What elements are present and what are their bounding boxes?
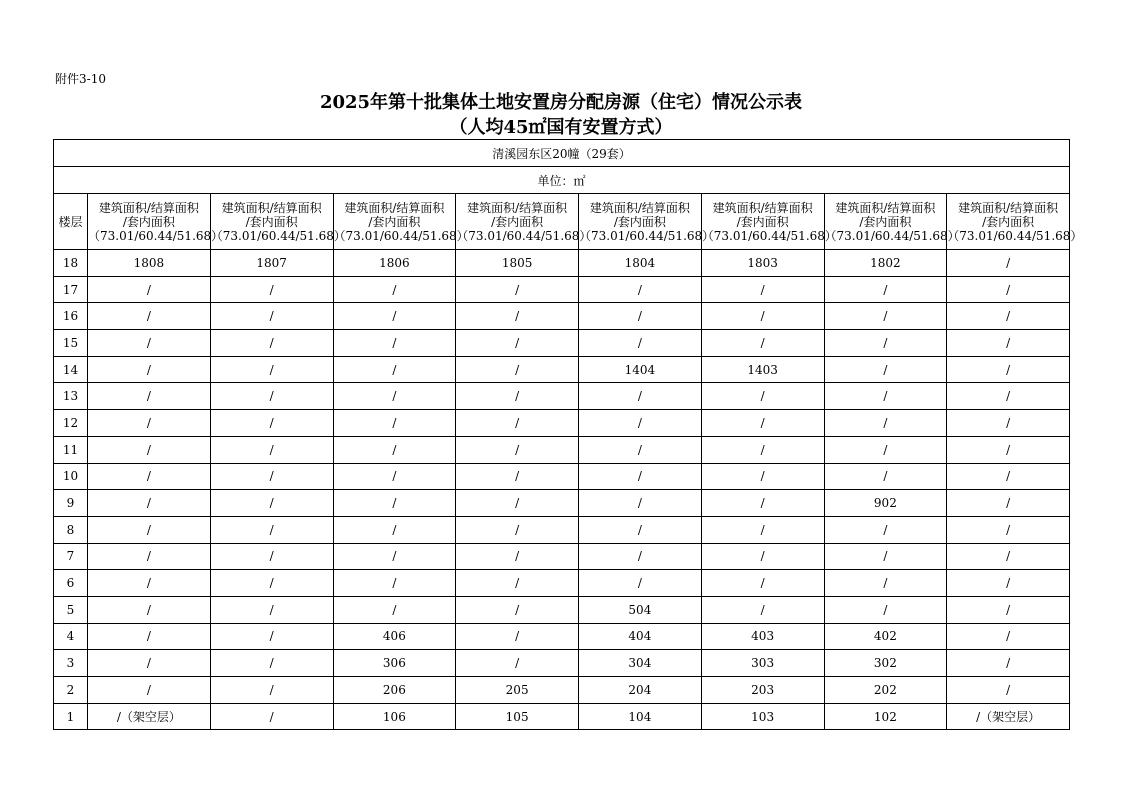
unit-cell: / — [701, 276, 824, 303]
building-name: 清溪园东区20幢（29套） — [54, 140, 1070, 167]
column-header-line-1: 建筑面积/结算面积 — [835, 200, 936, 215]
unit-cell: / — [456, 410, 579, 437]
floor-cell: 13 — [54, 383, 88, 410]
unit-cell: / — [947, 303, 1070, 330]
unit-cell: / — [333, 410, 456, 437]
document-title: 2025年第十批集体土地安置房分配房源（住宅）情况公示表 — [319, 92, 803, 113]
unit-cell: / — [210, 303, 333, 330]
floor-cell: 18 — [54, 250, 88, 277]
unit-cell: / — [824, 303, 947, 330]
unit-cell: / — [210, 516, 333, 543]
unit-cell: 104 — [579, 703, 702, 730]
unit-cell: / — [210, 330, 333, 357]
floor-header: 楼层 — [54, 194, 88, 250]
unit-cell: 304 — [579, 650, 702, 677]
unit-cell: / — [88, 276, 211, 303]
unit-cell: / — [88, 650, 211, 677]
unit-cell: / — [456, 490, 579, 517]
column-header-line-3: （73.01/60.44/51.68） — [579, 228, 715, 243]
unit-cell: / — [456, 276, 579, 303]
unit-cell: / — [210, 543, 333, 570]
unit-cell: 1803 — [701, 250, 824, 277]
table-row — [54, 570, 1070, 597]
unit-cell: / — [579, 276, 702, 303]
unit-cell: 406 — [333, 623, 456, 650]
unit-cell: / — [456, 383, 579, 410]
unit-cell: / — [210, 463, 333, 490]
floor-cell: 7 — [54, 543, 88, 570]
floor-cell: 3 — [54, 650, 88, 677]
unit-cell: 205 — [456, 677, 579, 704]
unit-cell: / — [456, 303, 579, 330]
unit-cell: / — [701, 330, 824, 357]
column-header — [947, 194, 1083, 250]
unit-cell: / — [579, 410, 702, 437]
unit-cell: / — [88, 596, 211, 623]
floor-cell: 5 — [54, 596, 88, 623]
unit-cell: 1403 — [701, 356, 824, 383]
unit-cell: / — [210, 356, 333, 383]
unit-cell: / — [210, 436, 333, 463]
unit-cell: / — [88, 543, 211, 570]
unit-cell: / — [947, 570, 1070, 597]
unit-cell: / — [333, 356, 456, 383]
unit-cell: / — [210, 703, 333, 730]
unit-cell: / — [947, 650, 1070, 677]
unit-cell: / — [88, 623, 211, 650]
unit-cell: / — [333, 276, 456, 303]
unit-cell: / — [456, 570, 579, 597]
unit-cell: / — [701, 463, 824, 490]
unit-cell: 105 — [456, 703, 579, 730]
column-header — [456, 194, 592, 250]
unit-cell: / — [456, 596, 579, 623]
column-header-line-2: /套内面积 — [859, 214, 912, 229]
floor-cell: 12 — [54, 410, 88, 437]
unit-cell: / — [824, 463, 947, 490]
column-header-line-3: （73.01/60.44/51.68） — [947, 228, 1083, 243]
unit-cell: / — [333, 596, 456, 623]
unit-cell: / — [88, 383, 211, 410]
unit-cell: / — [947, 356, 1070, 383]
unit-cell: / — [456, 436, 579, 463]
column-header-line-2: /套内面积 — [613, 214, 666, 229]
unit-cell: 1806 — [333, 250, 456, 277]
column-header-line-3: （73.01/60.44/51.68） — [701, 228, 837, 243]
table-row — [54, 543, 1070, 570]
unit-cell: 403 — [701, 623, 824, 650]
unit-cell: / — [333, 490, 456, 517]
unit-cell: / — [824, 383, 947, 410]
unit-cell: / — [579, 570, 702, 597]
table-row — [54, 250, 1070, 277]
unit-cell: 102 — [824, 703, 947, 730]
table-row — [54, 463, 1070, 490]
unit-cell: / — [701, 543, 824, 570]
column-header-line-1: 建筑面积/结算面积 — [958, 200, 1059, 215]
unit-cell: / — [947, 436, 1070, 463]
unit-cell: / — [333, 303, 456, 330]
unit-cell: / — [701, 303, 824, 330]
unit-cell: / — [579, 543, 702, 570]
unit-cell: / — [210, 383, 333, 410]
unit-cell: / — [824, 516, 947, 543]
table-row — [54, 623, 1070, 650]
unit-row — [54, 167, 1070, 194]
unit-cell: / — [947, 250, 1070, 277]
floor-cell: 11 — [54, 436, 88, 463]
column-header-line-2: /套内面积 — [736, 214, 789, 229]
unit-cell: / — [701, 383, 824, 410]
floor-cell: 16 — [54, 303, 88, 330]
table-row — [54, 596, 1070, 623]
unit-cell: / — [947, 543, 1070, 570]
document-subtitle: （人均45㎡国有安置方式） — [449, 117, 673, 138]
unit-cell: / — [579, 330, 702, 357]
unit-cell: / — [88, 303, 211, 330]
floor-cell: 6 — [54, 570, 88, 597]
unit-cell: 306 — [333, 650, 456, 677]
table-row — [54, 516, 1070, 543]
unit-cell: / — [947, 596, 1070, 623]
unit-cell: / — [333, 330, 456, 357]
unit-cell: 902 — [824, 490, 947, 517]
unit-cell: 202 — [824, 677, 947, 704]
unit-cell: 1804 — [579, 250, 702, 277]
column-header-line-2: /套内面积 — [491, 214, 544, 229]
unit-cell: / — [333, 383, 456, 410]
column-header — [701, 194, 837, 250]
unit-cell: / — [88, 330, 211, 357]
table-row — [54, 383, 1070, 410]
column-header-line-3: （73.01/60.44/51.68） — [88, 228, 224, 243]
unit-cell: / — [333, 543, 456, 570]
unit-cell: 206 — [333, 677, 456, 704]
column-header-line-1: 建筑面积/结算面积 — [98, 200, 199, 215]
table-row — [54, 650, 1070, 677]
floor-cell: 8 — [54, 516, 88, 543]
unit-cell: / — [88, 410, 211, 437]
unit-cell: /（架空层） — [88, 703, 211, 730]
unit-cell: / — [210, 570, 333, 597]
unit-cell: / — [579, 516, 702, 543]
table-row — [54, 703, 1070, 730]
column-header — [88, 194, 224, 250]
building-row — [54, 140, 1070, 167]
unit-cell: / — [947, 463, 1070, 490]
unit-cell: / — [824, 410, 947, 437]
column-header-line-3: （73.01/60.44/51.68） — [456, 228, 592, 243]
floor-cell: 1 — [54, 703, 88, 730]
unit-cell: / — [333, 516, 456, 543]
attachment-label: 附件3-10 — [55, 72, 106, 86]
unit-cell: 204 — [579, 677, 702, 704]
column-header-line-1: 建筑面积/结算面积 — [589, 200, 690, 215]
unit-cell: 303 — [701, 650, 824, 677]
unit-cell: / — [210, 623, 333, 650]
unit-cell: / — [456, 330, 579, 357]
unit-cell: / — [701, 570, 824, 597]
unit-cell: / — [824, 570, 947, 597]
unit-cell: / — [333, 463, 456, 490]
unit-cell: / — [456, 623, 579, 650]
unit-cell: / — [579, 436, 702, 463]
unit-cell: 1807 — [210, 250, 333, 277]
unit-cell: / — [701, 596, 824, 623]
unit-cell: / — [456, 463, 579, 490]
table-row — [54, 410, 1070, 437]
unit-cell: / — [701, 490, 824, 517]
unit-cell: / — [947, 516, 1070, 543]
unit-cell: / — [579, 463, 702, 490]
unit-cell: / — [824, 330, 947, 357]
column-header — [210, 194, 346, 250]
unit-cell: 504 — [579, 596, 702, 623]
column-header-line-2: /套内面积 — [368, 214, 421, 229]
unit-cell: / — [701, 410, 824, 437]
table-row — [54, 677, 1070, 704]
column-header — [824, 194, 960, 250]
unit-cell: / — [88, 570, 211, 597]
unit-cell: 203 — [701, 677, 824, 704]
column-header — [333, 194, 469, 250]
unit-cell: / — [333, 570, 456, 597]
column-header-line-2: /套内面积 — [122, 214, 175, 229]
unit-cell: / — [456, 650, 579, 677]
unit-cell: / — [210, 650, 333, 677]
unit-cell: / — [210, 410, 333, 437]
unit-cell: / — [210, 596, 333, 623]
floor-cell: 17 — [54, 276, 88, 303]
unit-cell: 103 — [701, 703, 824, 730]
header-row — [54, 194, 1070, 250]
column-header-line-1: 建筑面积/结算面积 — [344, 200, 445, 215]
column-header-line-1: 建筑面积/结算面积 — [467, 200, 568, 215]
floor-cell: 14 — [54, 356, 88, 383]
unit-cell: /（架空层） — [947, 703, 1070, 730]
unit-cell: / — [579, 383, 702, 410]
floor-cell: 15 — [54, 330, 88, 357]
unit-cell: / — [88, 490, 211, 517]
unit-cell: / — [947, 410, 1070, 437]
unit-cell: 1802 — [824, 250, 947, 277]
unit-cell: / — [579, 303, 702, 330]
table-row — [54, 276, 1070, 303]
unit-cell: / — [947, 623, 1070, 650]
unit-cell: / — [88, 677, 211, 704]
table-row — [54, 436, 1070, 463]
unit-cell: / — [824, 436, 947, 463]
unit-cell: 1404 — [579, 356, 702, 383]
unit-cell: / — [88, 436, 211, 463]
unit-cell: / — [456, 543, 579, 570]
unit-cell: 404 — [579, 623, 702, 650]
column-header-line-1: 建筑面积/结算面积 — [712, 200, 813, 215]
unit-cell: / — [88, 463, 211, 490]
unit-cell: / — [947, 383, 1070, 410]
allocation-table — [53, 139, 1083, 730]
unit-cell: 302 — [824, 650, 947, 677]
column-header — [579, 194, 715, 250]
unit-cell: / — [824, 596, 947, 623]
unit-cell: / — [333, 436, 456, 463]
table-row — [54, 490, 1070, 517]
floor-cell: 10 — [54, 463, 88, 490]
unit-cell: / — [456, 516, 579, 543]
unit-cell: / — [456, 356, 579, 383]
unit-cell: / — [824, 543, 947, 570]
unit-cell: / — [701, 516, 824, 543]
unit-cell: / — [210, 276, 333, 303]
unit-cell: / — [210, 490, 333, 517]
floor-cell: 9 — [54, 490, 88, 517]
column-header-line-3: （73.01/60.44/51.68） — [210, 228, 346, 243]
column-header-line-2: /套内面积 — [245, 214, 298, 229]
unit-cell: / — [947, 276, 1070, 303]
unit-cell: / — [701, 436, 824, 463]
unit-cell: / — [88, 356, 211, 383]
unit-cell: / — [947, 490, 1070, 517]
column-header-line-1: 建筑面积/结算面积 — [221, 200, 322, 215]
unit-cell: 1808 — [88, 250, 211, 277]
column-header-line-3: （73.01/60.44/51.68） — [824, 228, 960, 243]
unit-cell: / — [210, 677, 333, 704]
unit-cell: / — [88, 516, 211, 543]
unit-cell: / — [947, 677, 1070, 704]
unit-cell: 402 — [824, 623, 947, 650]
unit-cell: / — [579, 490, 702, 517]
column-header-line-2: /套内面积 — [982, 214, 1035, 229]
floor-cell: 2 — [54, 677, 88, 704]
unit-cell: 1805 — [456, 250, 579, 277]
unit-cell: 106 — [333, 703, 456, 730]
unit-label: 单位：㎡ — [54, 167, 1070, 194]
unit-cell: / — [824, 276, 947, 303]
column-header-line-3: （73.01/60.44/51.68） — [333, 228, 469, 243]
unit-cell: / — [824, 356, 947, 383]
table-row — [54, 303, 1070, 330]
floor-cell: 4 — [54, 623, 88, 650]
table-row — [54, 356, 1070, 383]
unit-cell: / — [947, 330, 1070, 357]
table-row — [54, 330, 1070, 357]
